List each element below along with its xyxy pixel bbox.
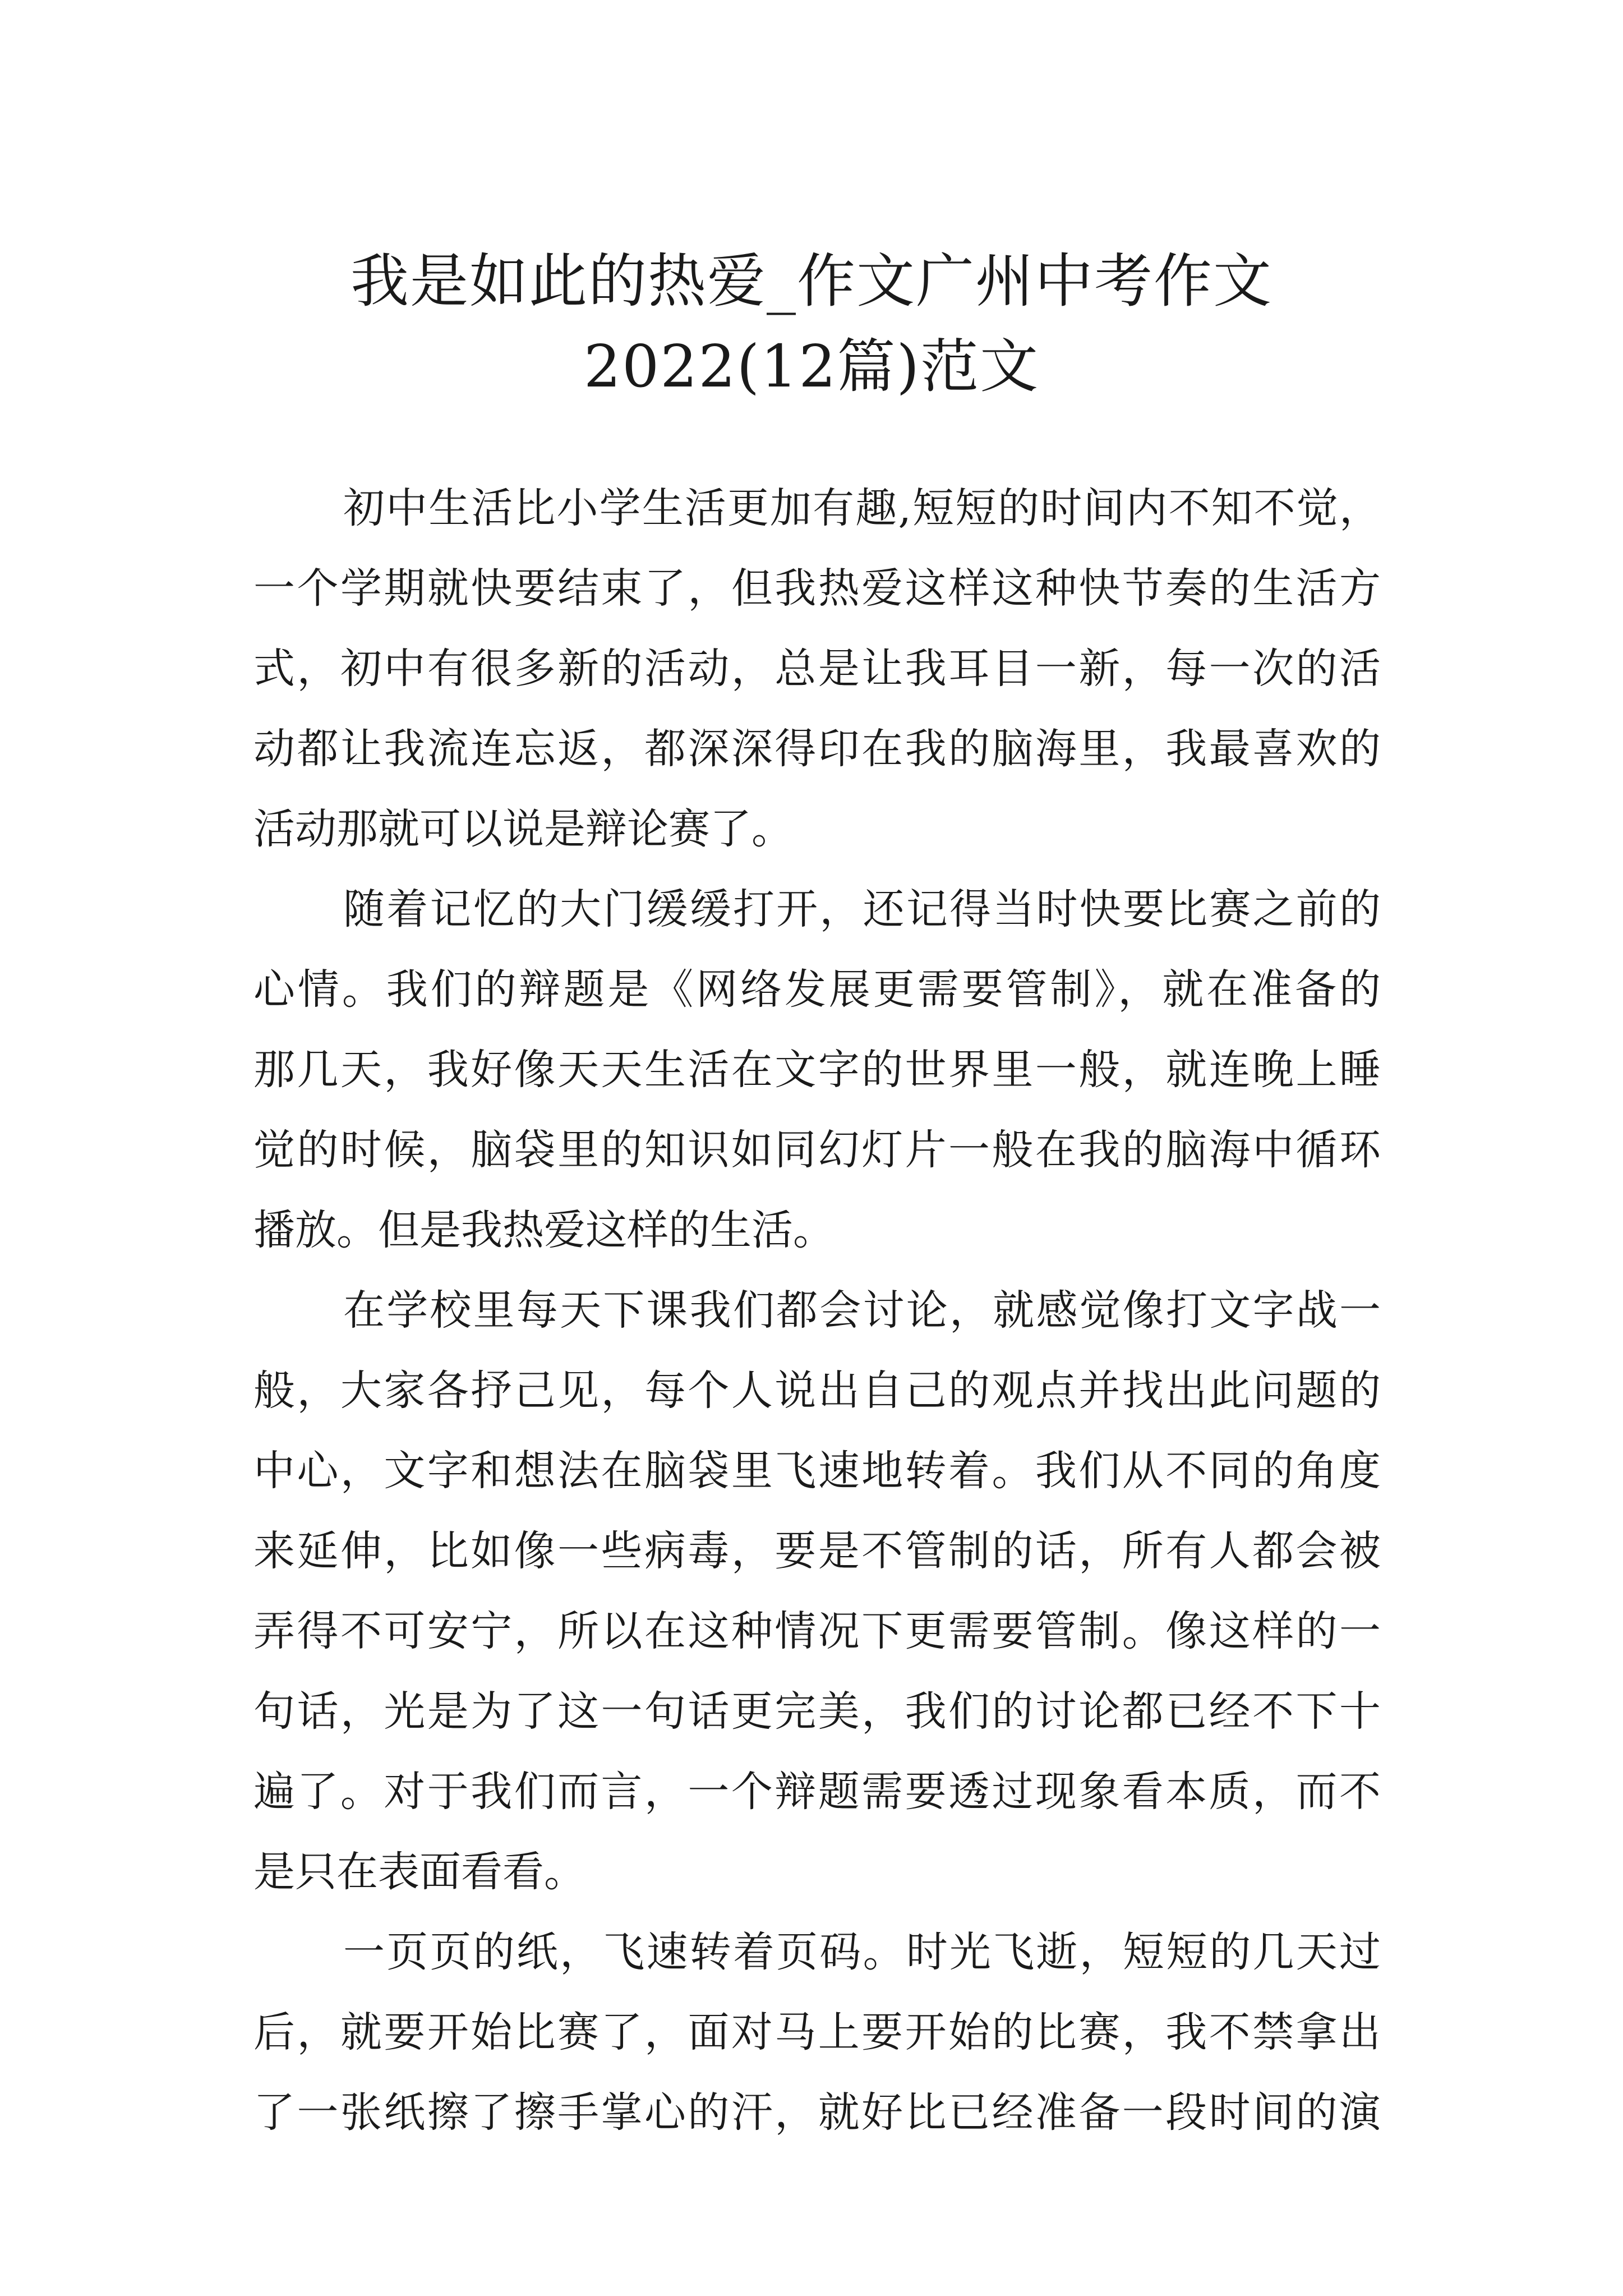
- paragraph-line: 弄得不可安宁，所以在这种情况下更需要管制。像这样的一: [253, 1607, 1381, 1655]
- paragraph: [253, 1912, 1381, 2153]
- paragraph-line: 遍了。对于我们而言，一个辩题需要透过现象看本质，而不: [253, 1768, 1381, 1816]
- paragraph-line: 句话，光是为了这一句话更完美，我们的讨论都已经不下十: [253, 1687, 1381, 1736]
- paragraph-line: 活动那就可以说是辩论赛了。: [253, 805, 793, 853]
- paragraph-line: 那几天，我好像天天生活在文字的世界里一般，就连晚上睡: [253, 1046, 1381, 1094]
- paragraph-line: 觉的时候，脑袋里的知识如同幻灯片一般在我的脑海中循环: [253, 1126, 1381, 1174]
- paragraph-line: 来延伸，比如像一些病毒，要是不管制的话，所有人都会被: [253, 1527, 1381, 1575]
- document-body: [253, 468, 1381, 2153]
- paragraph-line: 了一张纸擦了擦手掌心的汗，就好比已经准备一段时间的演: [253, 2088, 1381, 2137]
- paragraph-line: 随着记忆的大门缓缓打开，还记得当时快要比赛之前的: [343, 885, 1381, 933]
- paragraph: [253, 1271, 1381, 1912]
- paragraph-line: 中心，文字和想法在脑袋里飞速地转着。我们从不同的角度: [253, 1447, 1381, 1495]
- paragraph-line: 式，初中有很多新的活动，总是让我耳目一新，每一次的活: [253, 645, 1381, 693]
- document-title: [168, 238, 1455, 409]
- title-line: 2022(12篇)范文: [583, 332, 1040, 401]
- paragraph-line: 是只在表面看看。: [253, 1848, 585, 1896]
- paragraph-line: 一页页的纸，飞速转着页码。时光飞逝，短短的几天过: [343, 1928, 1381, 1976]
- paragraph-line: 心情。我们的辩题是《网络发展更需要管制》，就在准备的: [253, 965, 1381, 1014]
- paragraph: [253, 869, 1381, 1271]
- title-line: 我是如此的热爱_作文广州中考作文: [350, 246, 1272, 315]
- paragraph-line: 在学校里每天下课我们都会讨论，就感觉像打文字战一: [343, 1286, 1381, 1335]
- paragraph-line: 般，大家各抒己见，每个人说出自己的观点并找出此问题的: [253, 1366, 1381, 1415]
- paragraph-line: 后，就要开始比赛了，面对马上要开始的比赛，我不禁拿出: [253, 2008, 1381, 2056]
- paragraph-line: 动都让我流连忘返，都深深得印在我的脑海里，我最喜欢的: [253, 725, 1381, 773]
- paragraph-line: 播放。但是我热爱这样的生活。: [253, 1206, 834, 1254]
- paragraph: [253, 468, 1381, 869]
- paragraph-line: 一个学期就快要结束了，但我热爱这样这种快节奏的生活方: [253, 564, 1381, 613]
- paragraph-line: 初中生活比小学生活更加有趣,短短的时间内不知不觉，: [343, 484, 1381, 532]
